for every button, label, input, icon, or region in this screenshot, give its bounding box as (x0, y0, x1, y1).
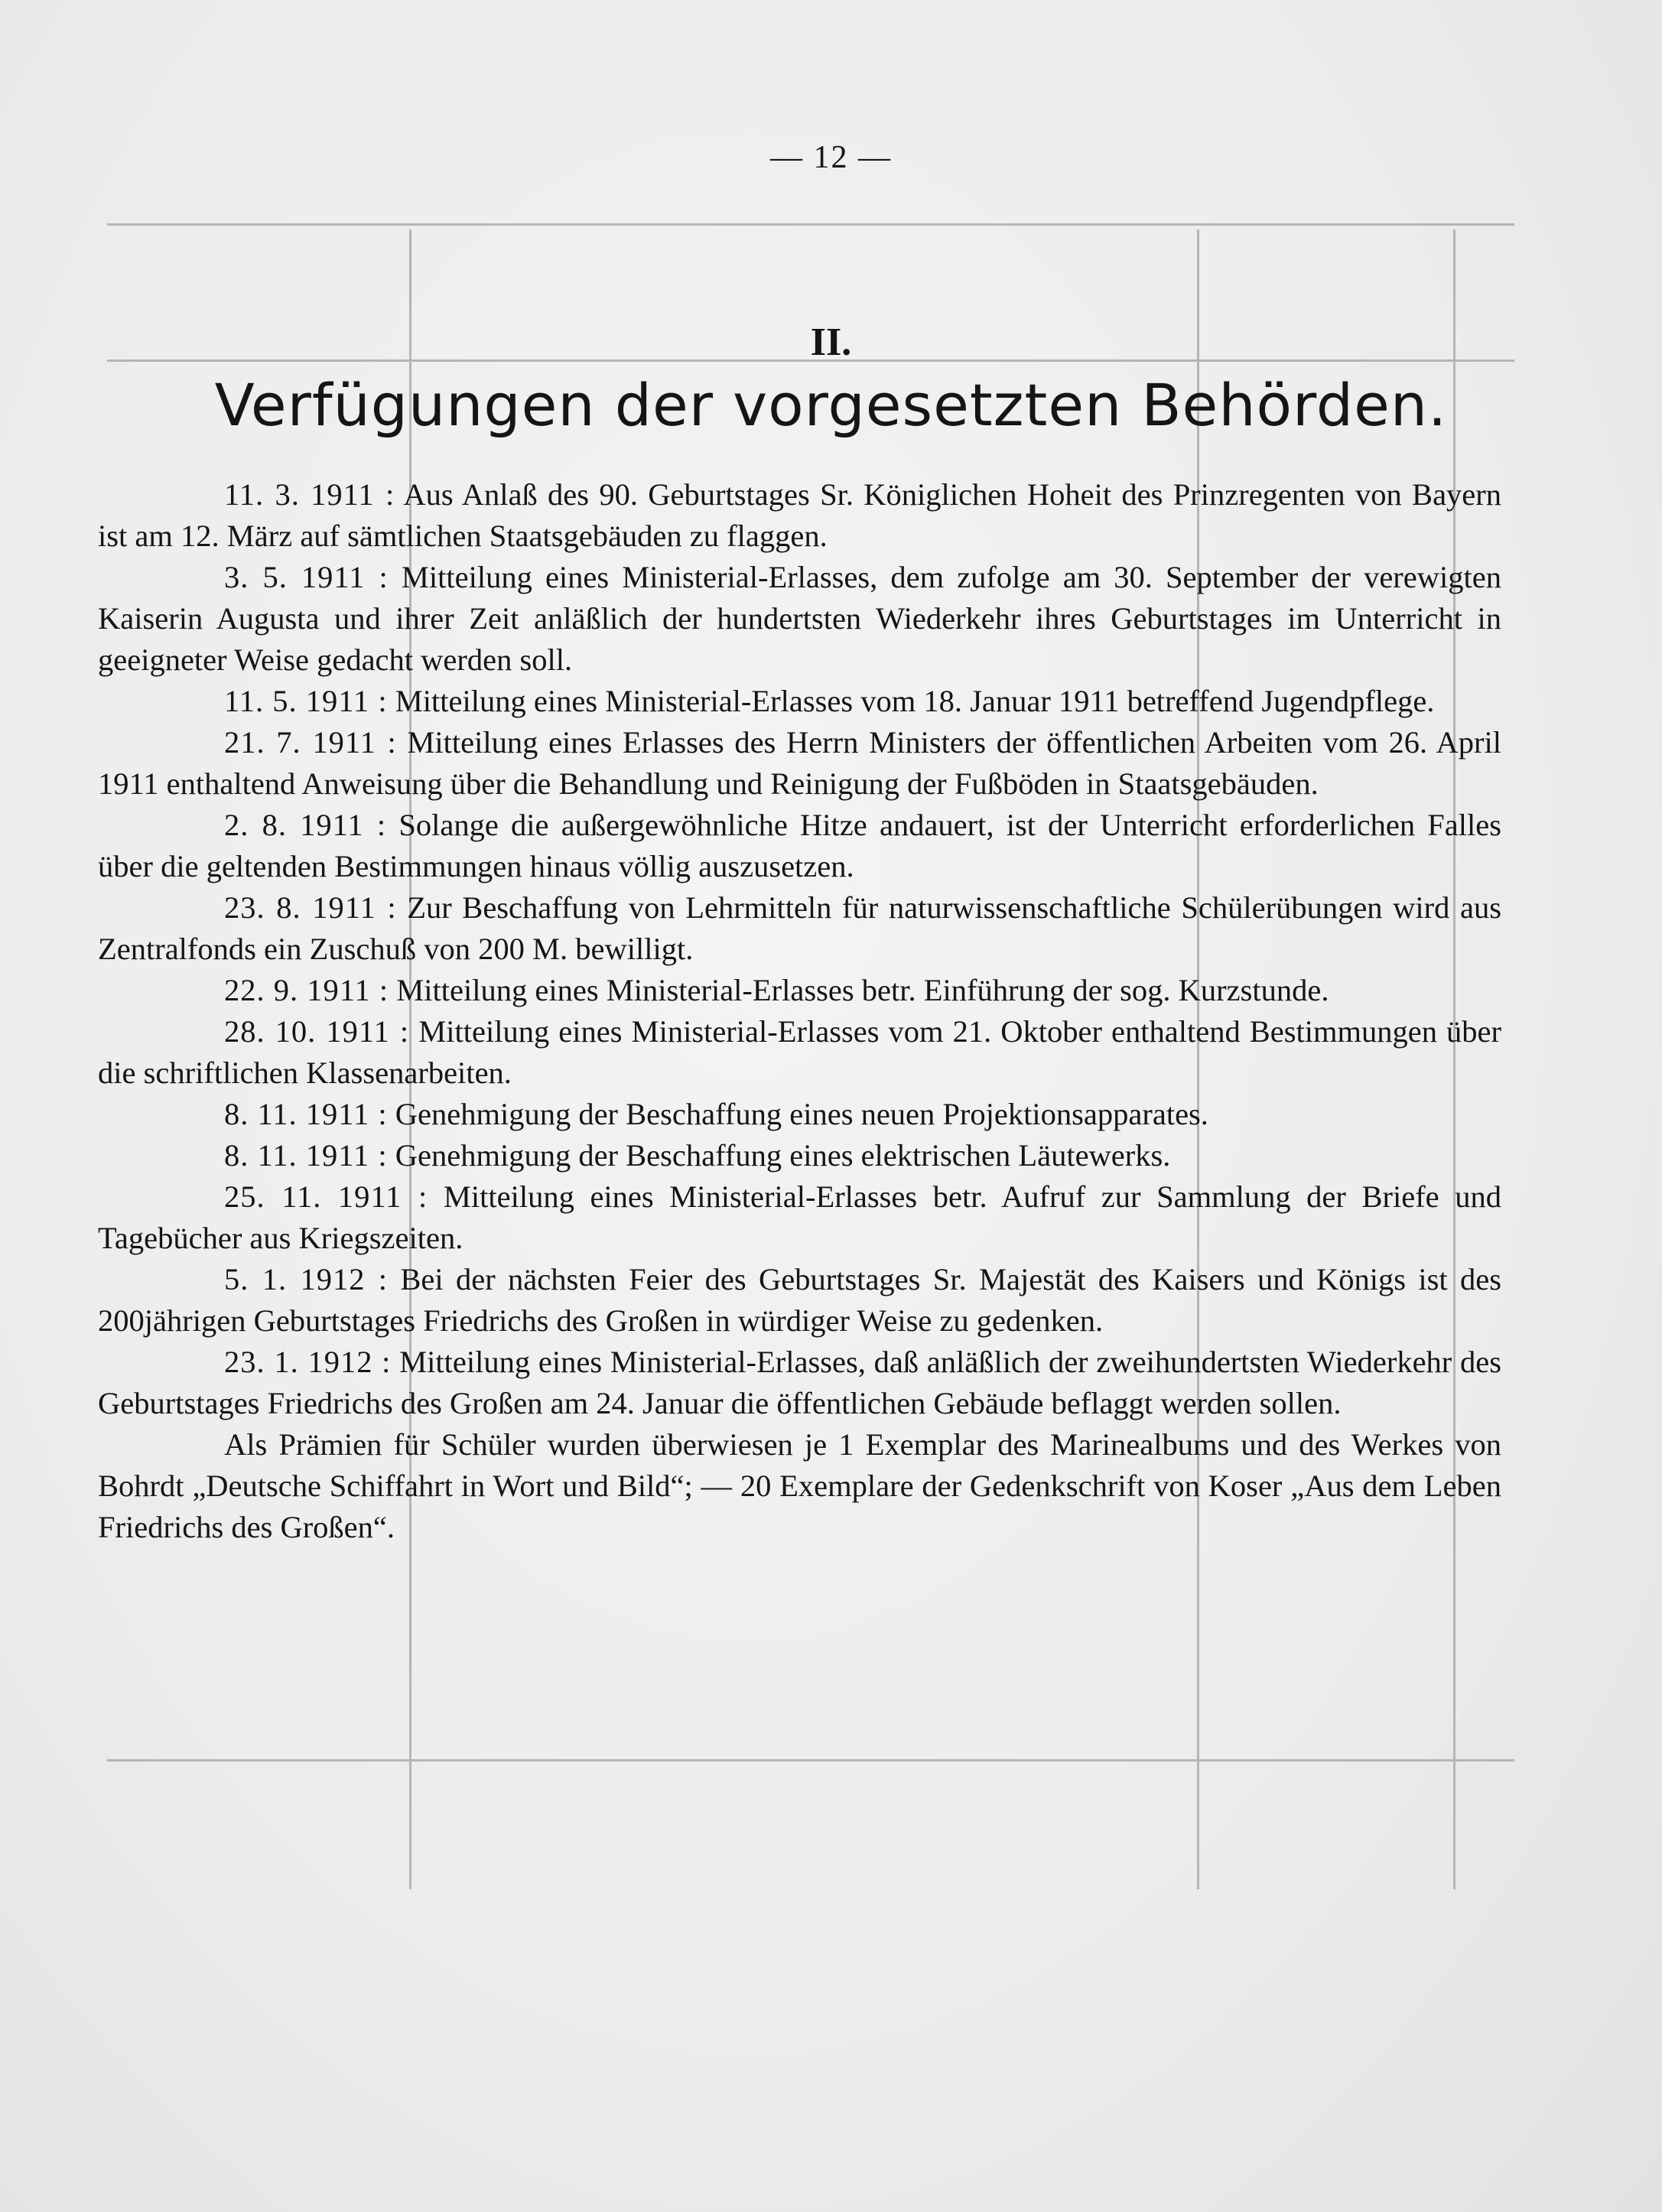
decree-entry (98, 1342, 1501, 1424)
decree-entry (98, 722, 1501, 805)
decree-date: 11. 3. 1911 : (224, 477, 395, 512)
decree-text: Zur Beschaffung von Lehrmitteln für naturwissenschaftliche Schülerübungen wird aus Zentralfonds ein Zuschuß von 200 M. bewilligt. (98, 890, 1502, 966)
bleed-rule-bottom (107, 1759, 1514, 1761)
decree-text: Mitteilung eines Ministerial-Erlasses, daß anläßlich der zweihundertsten Wiederkehr des Geburtstages Friedrichs des Großen am 24. Januar die öffentlichen Gebäude beflaggt werden sollen. (98, 1345, 1501, 1420)
decree-date: 2. 8. 1911 : (224, 808, 387, 842)
decree-entry (98, 557, 1501, 681)
decree-text: Mitteilung eines Erlasses des Herrn Ministers der öffentlichen Arbeiten vom 26. April 1911 enthaltend Anweisung über die Behandlung und Reinigung der Fußböden in Staatsgebäuden. (98, 725, 1502, 801)
decree-text: Genehmigung der Beschaffung eines neuen Projektionsapparates. (395, 1097, 1208, 1131)
decree-text: Genehmigung der Beschaffung eines elektrischen Läutewerks. (395, 1138, 1171, 1173)
decree-entry (98, 970, 1501, 1011)
decree-entry (98, 1259, 1501, 1342)
decree-entry (98, 805, 1501, 887)
decree-date: 3. 5. 1911 : (224, 560, 389, 594)
decree-date: 23. 8. 1911 : (224, 890, 397, 925)
bleed-rule-top (107, 223, 1514, 226)
decree-text: Mitteilung eines Ministerial-Erlasses betr. Einführung der sog. Kurzstunde. (396, 973, 1329, 1007)
decree-entry (98, 1011, 1501, 1094)
decree-date: 8. 11. 1911 : (224, 1097, 388, 1131)
decree-entry (98, 1176, 1501, 1259)
section-title: Verfügungen der vorgesetzten Behörden. (214, 371, 1448, 439)
decree-text: Mitteilung eines Ministerial-Erlasses vom 18. Januar 1911 betreffend Jugendpflege. (395, 684, 1435, 718)
decree-list (98, 474, 1501, 1548)
decree-entry (98, 474, 1501, 557)
decree-entry (98, 1094, 1501, 1135)
section-number: II. (810, 320, 852, 364)
decree-date: 8. 11. 1911 : (224, 1138, 388, 1173)
page-number: — 12 — (770, 140, 892, 175)
decree-text: Mitteilung eines Ministerial-Erlasses betr. Aufruf zur Sammlung der Briefe und Tagebücher aus Kriegszeiten. (98, 1179, 1501, 1255)
decree-entry (98, 887, 1501, 970)
decree-date: 23. 1. 1912 : (224, 1345, 392, 1379)
decree-date: 22. 9. 1911 : (224, 973, 389, 1007)
decree-text: Solange die außergewöhnliche Hitze andauert, ist der Unterricht erforderlichen Falles über die geltenden Bestimmungen hinaus völlig auszusetzen. (98, 808, 1502, 883)
decree-text: Aus Anlaß des 90. Geburtstages Sr. Königlichen Hoheit des Prinzregenten von Bayern ist am 12. März auf sämtlichen Staatsgebäuden zu flaggen. (98, 477, 1502, 553)
decree-text: Mitteilung eines Ministerial-Erlasses vom 21. Oktober enthaltend Bestimmungen über die schriftlichen Klassenarbeiten. (98, 1014, 1502, 1090)
decree-text: Bei der nächsten Feier des Geburtstages Sr. Majestät des Kaisers und Königs ist des 200jährigen Geburtstages Friedrichs des Großen in würdiger Weise zu gedenken. (98, 1262, 1502, 1338)
decree-entry (98, 1135, 1501, 1176)
decree-date: 21. 7. 1911 : (224, 725, 397, 760)
closing-paragraph: Als Prämien für Schüler wurden überwiesen je 1 Exemplar des Marinealbums und des Werkes von Bohrdt „Deutsche Schiffahrt in Wort und Bild“; — 20 Exemplare der Gedenkschrift von Koser „Aus dem Leben Friedrichs des Großen“. (98, 1427, 1501, 1544)
decree-date: 11. 5. 1911 : (224, 684, 388, 718)
decree-text: Mitteilung eines Ministerial-Erlasses, dem zufolge am 30. September der verewigten Kaiserin Augusta und ihrer Zeit anläßlich der hundertsten Wiederkehr ihres Geburtstages im Unterricht in geeigneter Weise gedacht werden soll. (98, 560, 1502, 677)
decree-date: 5. 1. 1912 : (224, 1262, 389, 1296)
decree-entry (98, 681, 1501, 722)
decree-date: 28. 10. 1911 : (224, 1014, 410, 1049)
decree-date: 25. 11. 1911 : (224, 1179, 428, 1214)
